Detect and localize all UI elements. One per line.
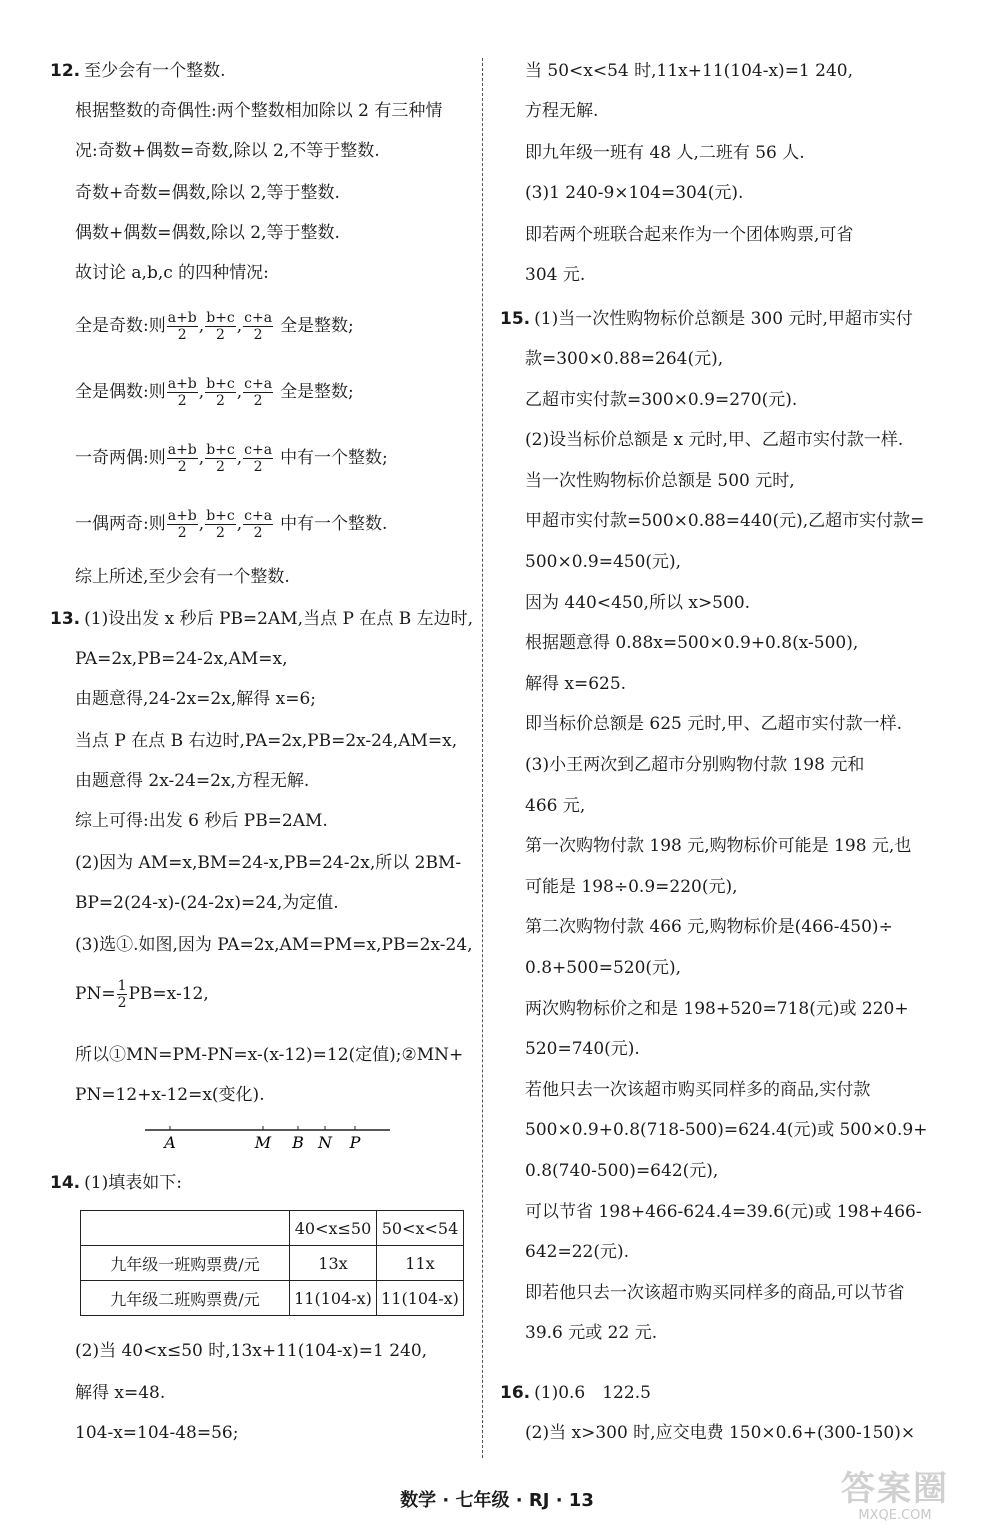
- q15-line: 解得 x=625.: [525, 674, 627, 694]
- table-cell: 13x: [290, 1246, 377, 1281]
- q16-line: (2)当 x>300 时,应交电费 150×0.6+(300-150)×: [525, 1423, 916, 1443]
- q12-case-3: 一奇两偶:则 $\frac{a+b}{2}$ , $\frac{b+c}{2}$ , $\frac{c+a}{2}$ 中有一个整数;: [75, 442, 388, 475]
- q13-line: PN=12+x-12=x(变化).: [75, 1085, 265, 1105]
- q15-line: 0.8+500=520(元),: [525, 958, 682, 978]
- q12-line: 况:奇数+偶数=奇数,除以 2,不等于整数.: [75, 141, 380, 161]
- q15-line: 第二次购物付款 466 元,购物标价是(466-450)÷: [525, 917, 893, 937]
- fee-table: [80, 1210, 464, 1316]
- table-header-row: [81, 1211, 464, 1246]
- q12-case-1: 全是奇数:则 $\frac{a+b}{2}$ , $\frac{b+c}{2}$ , $\frac{c+a}{2}$ 全是整数;: [75, 310, 354, 343]
- fraction: $\frac{b+c}{2}$: [206, 310, 235, 343]
- q15-line: 500×0.9+0.8(718-500)=624.4(元)或 500×0.9+: [525, 1120, 928, 1140]
- q13-line: 当点 P 在点 B 右边时,PA=2x,PB=2x-24,AM=x,: [75, 731, 458, 751]
- fraction: $\frac{a+b}{2}$: [167, 508, 197, 541]
- fraction: $\frac{1}{2}$: [117, 978, 127, 1011]
- q15-line: 根据题意得 0.88x=500×0.9+0.8(x-500),: [525, 633, 859, 653]
- table-row: [81, 1246, 464, 1281]
- q13-line: PA=2x,PB=24-2x,AM=x,: [75, 649, 288, 669]
- q15-line: (2)设当标价总额是 x 元时,甲、乙超市实付款一样.: [525, 430, 904, 450]
- point-label: A: [164, 1133, 176, 1152]
- q15-line: 因为 440<450,所以 x>500.: [525, 593, 751, 613]
- q12-conclusion: 综上所述,至少会有一个整数.: [75, 567, 290, 587]
- page-footer: 数学 · 七年级 · RJ · 13: [400, 1490, 594, 1511]
- q12-line: 故讨论 a,b,c 的四种情况:: [75, 263, 269, 283]
- fraction: $\frac{c+a}{2}$: [244, 442, 273, 475]
- table-cell: 11(104-x): [290, 1281, 377, 1316]
- q15-line: 当一次性购物标价总额是 500 元时,: [525, 471, 795, 491]
- q15-line: 即当标价总额是 625 元时,甲、乙超市实付款一样.: [525, 714, 903, 734]
- fraction: $\frac{a+b}{2}$: [167, 376, 197, 409]
- q15-line: 39.6 元或 22 元.: [525, 1323, 658, 1343]
- q12-line: 根据整数的奇偶性:两个整数相加除以 2 有三种情: [75, 101, 443, 121]
- q15-line: 可能是 198÷0.9=220(元),: [525, 877, 738, 897]
- number-line-figure: [145, 1120, 405, 1160]
- q15-line: 520=740(元).: [525, 1039, 640, 1059]
- q12-title: 12. 至少会有一个整数.: [50, 61, 226, 81]
- fraction: $\frac{c+a}{2}$: [244, 376, 273, 409]
- point-label: N: [318, 1133, 332, 1152]
- table-header-cell: 50<x<54: [377, 1211, 464, 1246]
- q12-case-4: 一偶两奇:则 $\frac{a+b}{2}$ , $\frac{b+c}{2}$ , $\frac{c+a}{2}$ 中有一个整数.: [75, 508, 388, 541]
- answer-line: 即若两个班联合起来作为一个团体购票,可省: [525, 225, 854, 245]
- fraction: $\frac{c+a}{2}$: [244, 310, 273, 343]
- q13-line: 所以①MN=PM-PN=x-(x-12)=12(定值);②MN+: [75, 1045, 464, 1065]
- q12-line: 偶数+偶数=偶数,除以 2,等于整数.: [75, 223, 340, 243]
- q15-line: 第一次购物付款 198 元,购物标价可能是 198 元,也: [525, 836, 912, 856]
- q15-line: 款=300×0.88=264(元),: [525, 349, 724, 369]
- q15-line: 466 元,: [525, 796, 586, 816]
- q13-title: 13. (1)设出发 x 秒后 PB=2AM,当点 P 在点 B 左边时,: [50, 609, 474, 629]
- answer-line: 方程无解.: [525, 101, 599, 121]
- q15-line: 642=22(元).: [525, 1242, 629, 1262]
- table-cell: 11x: [377, 1246, 464, 1281]
- q15-line: 甲超市实付款=500×0.88=440(元),乙超市实付款=: [525, 511, 925, 531]
- q14-title: 14. (1)填表如下:: [50, 1173, 182, 1193]
- q15-title: 15. (1)当一次性购物标价总额是 300 元时,甲超市实付: [500, 309, 913, 329]
- q15-line: (3)小王两次到乙超市分别购物付款 198 元和: [525, 755, 865, 775]
- answer-line: (3)1 240-9×104=304(元).: [525, 183, 744, 203]
- fraction: $\frac{a+b}{2}$: [167, 442, 197, 475]
- q15-line: 500×0.9=450(元),: [525, 552, 682, 572]
- q15-line: 乙超市实付款=300×0.9=270(元).: [525, 390, 798, 410]
- answer-line: 当 50<x<54 时,11x+11(104-x)=1 240,: [525, 61, 854, 81]
- q13-line: BP=2(24-x)-(24-2x)=24,为定值.: [75, 893, 339, 913]
- fraction: $\frac{a+b}{2}$: [167, 310, 197, 343]
- answer-line: 即九年级一班有 48 人,二班有 56 人.: [525, 143, 805, 163]
- q13-pn-line: PN= $\frac{1}{2}$ PB=x-12,: [75, 978, 209, 1011]
- q14-line: 解得 x=48.: [75, 1383, 166, 1403]
- q12-case-2: 全是偶数:则 $\frac{a+b}{2}$ , $\frac{b+c}{2}$ , $\frac{c+a}{2}$ 全是整数;: [75, 376, 354, 409]
- fraction: $\frac{c+a}{2}$: [244, 508, 273, 541]
- q13-line: (3)选①.如图,因为 PA=2x,AM=PM=x,PB=2x-24,: [75, 935, 473, 955]
- column-divider: [482, 58, 483, 1458]
- table-row: [81, 1281, 464, 1316]
- q15-line: 可以节省 198+466-624.4=39.6(元)或 198+466-: [525, 1202, 922, 1222]
- q13-line: 由题意得 2x-24=2x,方程无解.: [75, 771, 310, 791]
- q12-line: 奇数+奇数=偶数,除以 2,等于整数.: [75, 183, 340, 203]
- q13-line: 综上可得:出发 6 秒后 PB=2AM.: [75, 811, 328, 831]
- q15-line: 若他只去一次该超市购买同样多的商品,实付款: [525, 1080, 871, 1100]
- point-label: M: [254, 1133, 272, 1152]
- fraction: $\frac{b+c}{2}$: [206, 508, 235, 541]
- point-label: P: [349, 1133, 361, 1152]
- table-header-cell: 40<x≤50: [290, 1211, 377, 1246]
- fraction: $\frac{b+c}{2}$: [206, 376, 235, 409]
- answer-line: 304 元.: [525, 265, 586, 285]
- q15-line: 两次购物标价之和是 198+520=718(元)或 220+: [525, 999, 909, 1019]
- table-cell: 九年级二班购票费/元: [81, 1281, 290, 1316]
- q13-line: (2)因为 AM=x,BM=24-x,PB=24-2x,所以 2BM-: [75, 853, 462, 873]
- point-label: B: [292, 1133, 304, 1152]
- table-cell: 11(104-x): [377, 1281, 464, 1316]
- table-header-cell: [81, 1211, 290, 1246]
- q15-line: 0.8(740-500)=642(元),: [525, 1161, 719, 1181]
- q15-line: 即若他只去一次该超市购买同样多的商品,可以节省: [525, 1283, 905, 1303]
- table-cell: 九年级一班购票费/元: [81, 1246, 290, 1281]
- q16-title: 16. (1)0.6 122.5: [500, 1383, 651, 1403]
- q14-line: (2)当 40<x≤50 时,13x+11(104-x)=1 240,: [75, 1341, 428, 1361]
- q13-line: 由题意得,24-2x=2x,解得 x=6;: [75, 689, 317, 709]
- fraction: $\frac{b+c}{2}$: [206, 442, 235, 475]
- q14-line: 104-x=104-48=56;: [75, 1423, 239, 1443]
- watermark-logo: 答案圈 MXQE.COM: [841, 1469, 949, 1523]
